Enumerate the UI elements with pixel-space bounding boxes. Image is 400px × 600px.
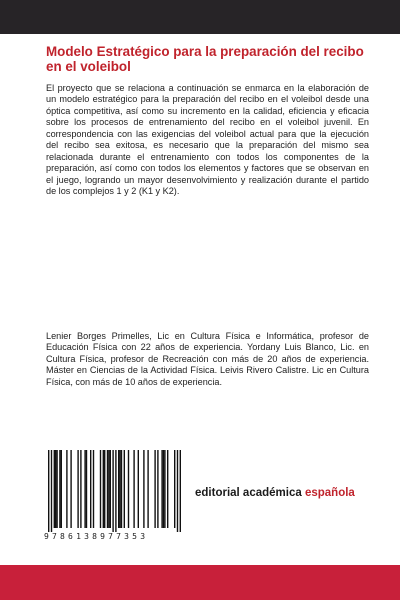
barcode-bar	[157, 450, 158, 528]
barcode-bar	[90, 450, 91, 528]
barcode-bar	[143, 450, 144, 528]
author-bio: Lenier Borges Primelles, Lic en Cultura Física e Informática, profesor de Educación Física con 22 años de experiencia. Yordany Luis Blanco, Lic. en Cultura Física, profesor de Recreación con más de 20 años de experiencia. Máster en Ciencias de la Actividad Física. Leivis Rivero Calistre. Lic en Cultura Física, con más de 10 años de experiencia.	[46, 331, 369, 387]
barcode-bar	[77, 450, 78, 528]
barcode-bar	[56, 450, 57, 528]
barcode-bar	[154, 450, 155, 528]
barcode-bar	[124, 450, 125, 528]
barcode-bar	[80, 450, 81, 528]
barcode-bar	[115, 450, 116, 532]
barcode-bar	[107, 450, 108, 528]
barcode-bar	[100, 450, 101, 528]
barcode-bar	[59, 450, 60, 528]
barcode-bar	[118, 450, 119, 528]
top-band	[0, 0, 400, 34]
barcode-bar	[119, 450, 120, 528]
barcode-bar	[174, 450, 175, 528]
barcode-bar	[54, 450, 55, 528]
barcode-bar	[48, 450, 49, 532]
publisher-name: editorial académica	[195, 487, 305, 499]
book-title: Modelo Estratégico para la preparación del recibo en el voleibol	[46, 44, 364, 74]
barcode-bar	[161, 450, 162, 528]
barcode-bar	[93, 450, 94, 528]
barcode-bar	[104, 450, 105, 528]
barcode-bar	[112, 450, 113, 532]
barcode-bar	[128, 450, 129, 528]
book-description: El proyecto que se relaciona a continuación se enmarca en la elaboración de un modelo estratégico para la preparación del recibo en el voleibol desde una óptica competitiva, así como su incremento en la calidad, eficiencia y eficacia sobre los procesos de entrenamiento del recibo en el voleibol juvenil. En correspondencia con las exigencias del voleibol actual para que la ejecución del recibo sea exitosa, es necesario que la preparación del mismo sea relacionada durante el entrenamiento con todos los componentes de la preparación, así como con todos los elementos y factores que se observan en el juego, logrando un mayor desenvolvimiento y realización durante el partido de los complejos 1 y 2 (K1 y K2).	[46, 83, 369, 197]
barcode-bar	[180, 450, 181, 532]
barcode-bar	[147, 450, 148, 528]
barcode-bar	[55, 450, 56, 528]
barcode-bar	[70, 450, 71, 528]
barcode-bar	[121, 450, 122, 528]
isbn-number: 9786138977353	[44, 532, 149, 541]
bottom-band	[0, 565, 400, 600]
publisher-logo	[195, 487, 355, 499]
barcode-bar	[84, 450, 85, 528]
barcode-bar	[167, 450, 168, 528]
barcode-bar	[103, 450, 104, 528]
isbn-barcode	[44, 450, 184, 542]
barcode-bar	[61, 450, 62, 528]
barcode-bar	[86, 450, 87, 528]
barcode-bar	[133, 450, 134, 528]
barcode-bars	[44, 450, 184, 532]
barcode-bar	[164, 450, 165, 528]
barcode-bar	[51, 450, 52, 532]
barcode-bar	[110, 450, 111, 528]
barcode-bar	[177, 450, 178, 532]
publisher-name-accent: española	[304, 487, 355, 499]
barcode-bar	[66, 450, 67, 528]
barcode-bar	[108, 450, 109, 528]
barcode-bar	[163, 450, 164, 528]
barcode-bar	[138, 450, 139, 528]
